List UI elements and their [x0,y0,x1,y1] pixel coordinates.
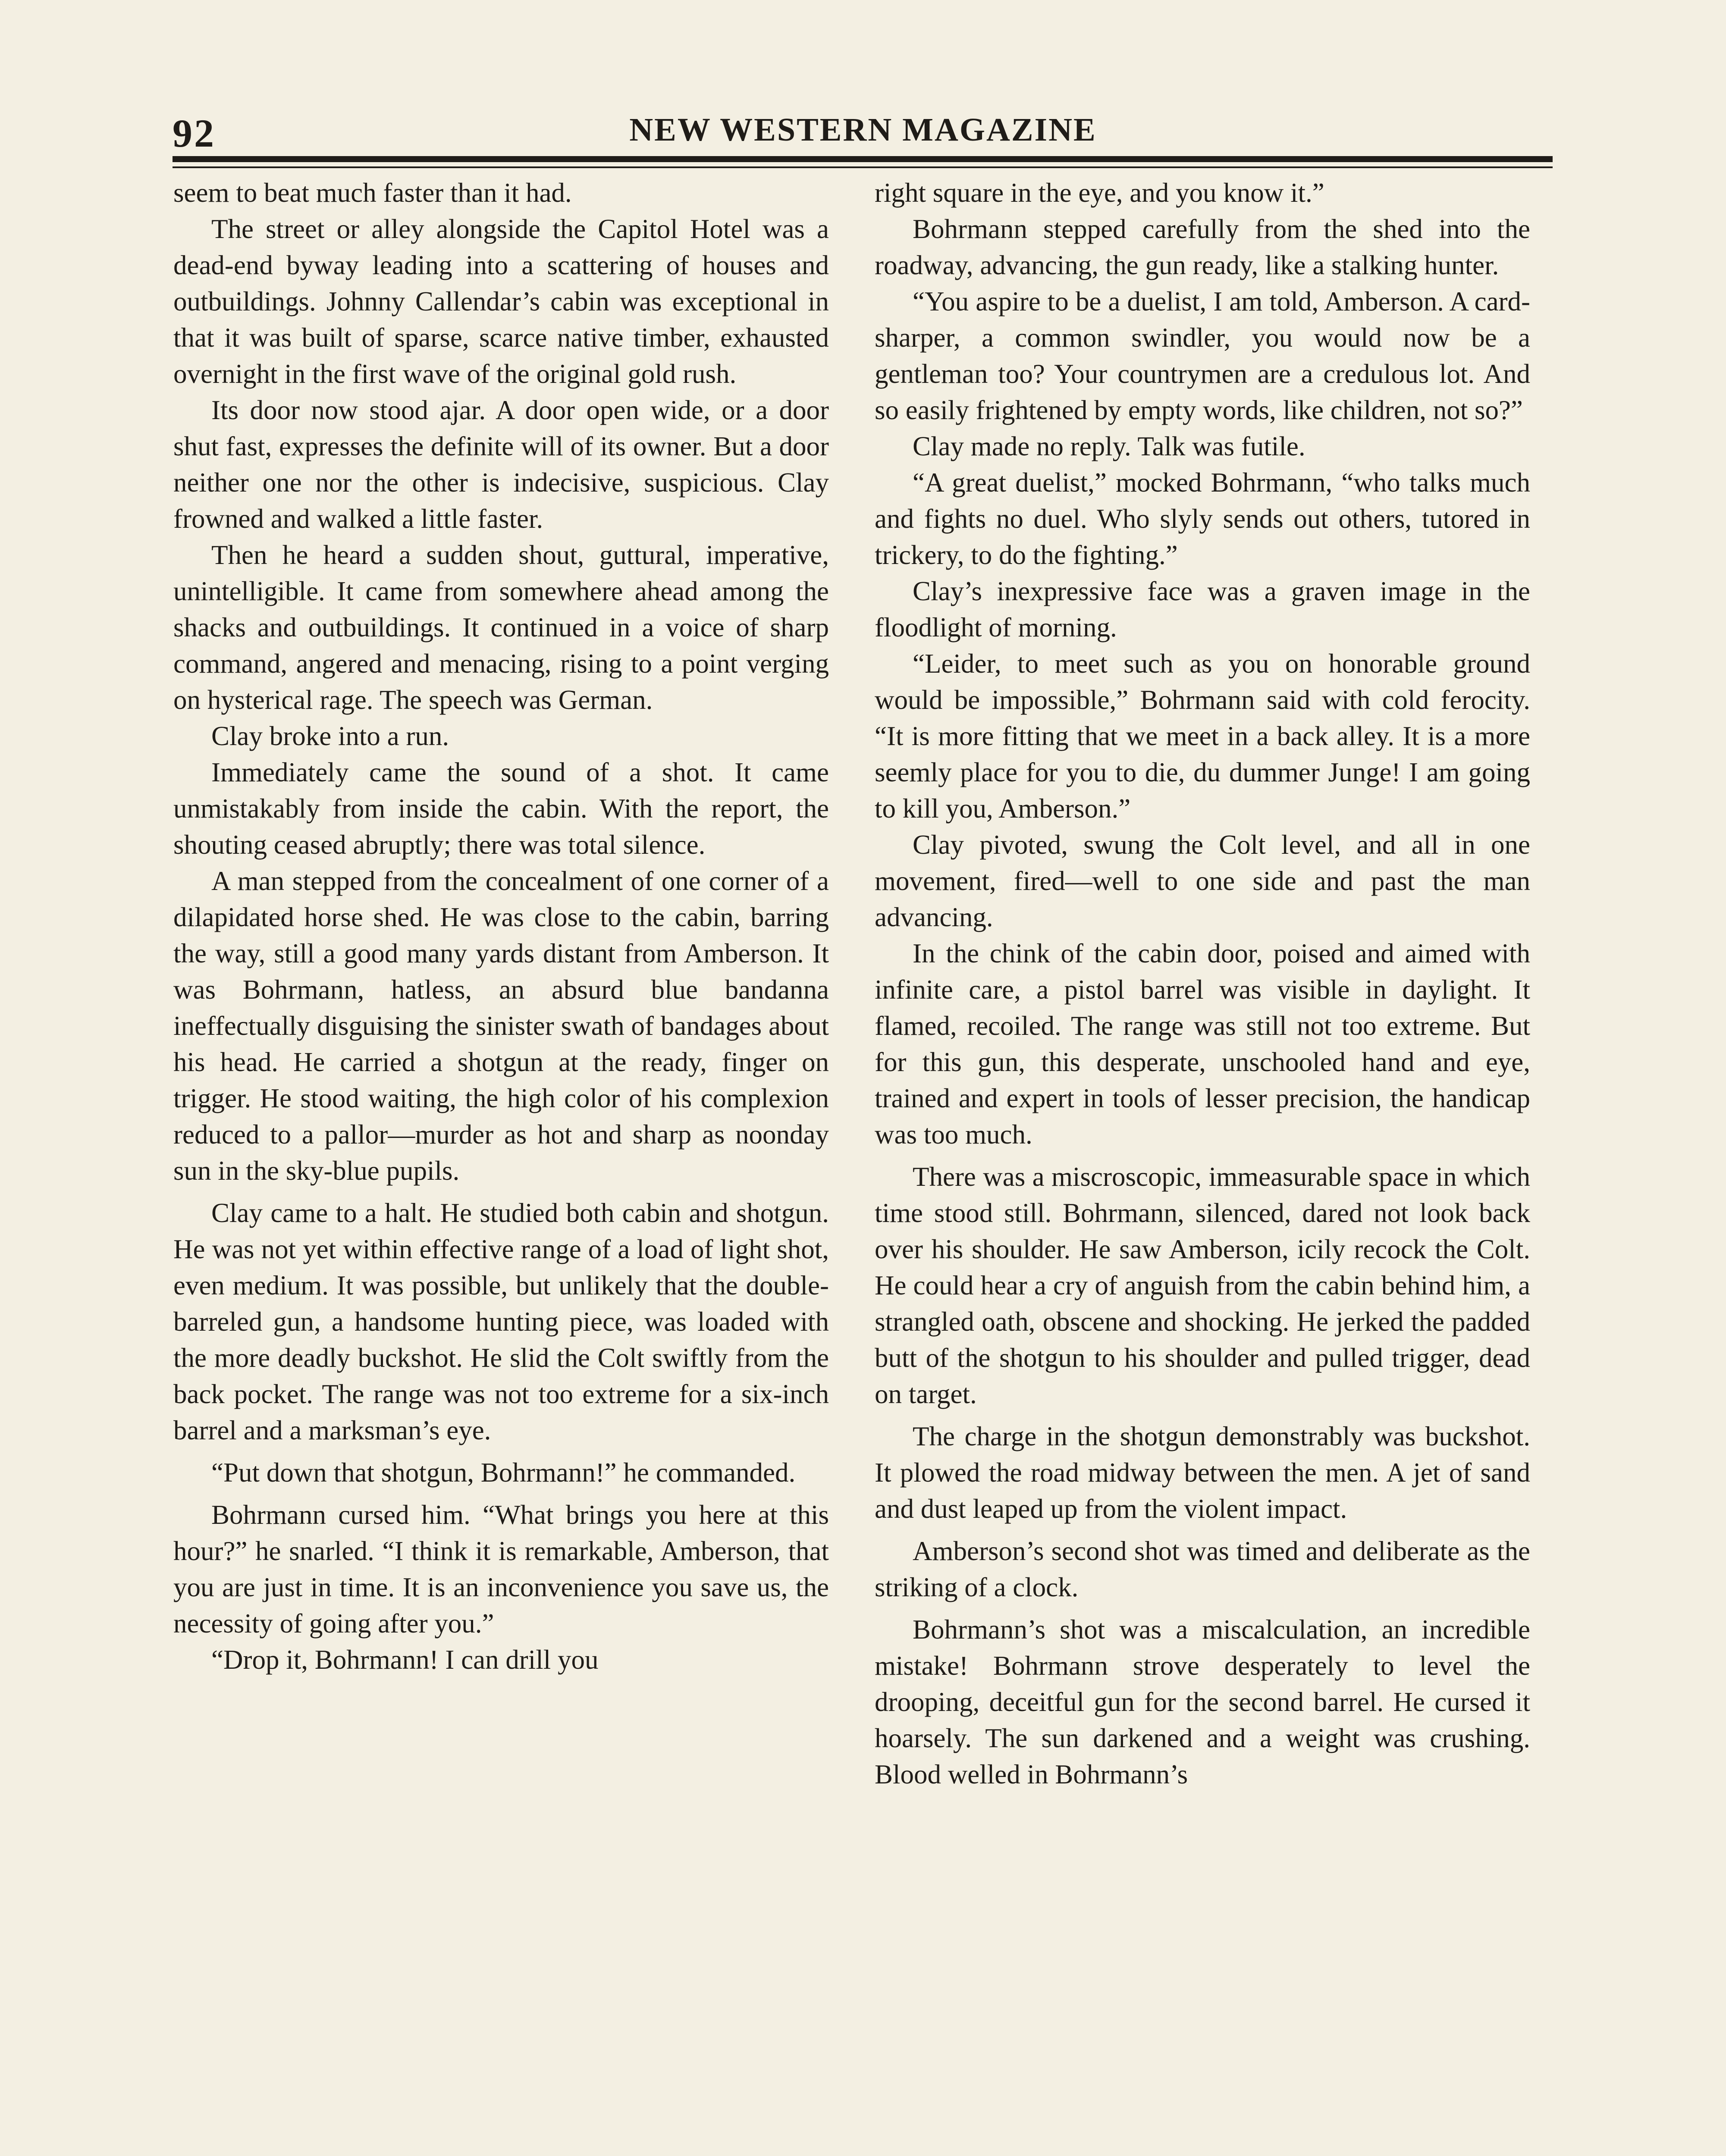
paragraph: “Put down that shotgun, Bohrmann!” he commanded. [211,1457,796,1488]
paragraph: Its door now stood ajar. A door open wide, or a door shut fast, expresses the definite will of its owner. But a door neither one nor the other is indecisive, suspicious. Clay frowned and walked a little faster. [173,395,829,534]
paragraph: “Drop it, Bohrmann! I can drill you [211,1645,599,1675]
page-number: 92 [173,111,216,155]
paragraph: Clay made no reply. Talk was futile. [913,431,1305,461]
paragraph: The street or alley alongside the Capitol Hotel was a dead-end byway leading into a scattering of houses and outbuildings. Johnny Callendar’s cabin was exceptional in that it was built of sparse, scarce native timber, exhausted overnight in the first wave of the original gold rush. [173,214,829,389]
paragraph: Clay’s inexpressive face was a graven image in the floodlight of morning. [875,576,1530,642]
paragraph: “Leider, to meet such as you on honorable ground would be impossible,” Bohrmann said with cold ferocity. “It is more fitting that we meet in a back alley. It is a more seemly place for you to die, du dummer Junge! I am going to kill you, Amberson.” [875,649,1530,824]
paragraph: Bohrmann stepped carefully from the shed into the roadway, advancing, the gun ready, like a stalking hunter. [875,214,1530,280]
paragraph: The charge in the shotgun demonstrably was buckshot. It plowed the road midway between the men. A jet of sand and dust leaped up from the violent impact. [875,1421,1530,1524]
paragraph: Bohrmann cursed him. “What brings you here at this hour?” he snarled. “I think it is remarkable, Amberson, that you are just in time. It is an inconvenience you save us, the necessity of going after you.” [173,1500,829,1639]
left-column [173,175,829,1678]
paragraph: right square in the eye, and you know it.” [875,178,1324,208]
paragraph: In the chink of the cabin door, poised and aimed with infinite care, a pistol barrel was visible in daylight. It flamed, recoiled. The range was still not too extreme. But for this gun, this desperate, unschooled hand and eye, trained and expert in tools of lesser precision, the handicap was too much. [875,938,1530,1150]
paragraph: “You aspire to be a duelist, I am told, Amberson. A card-sharper, a common swindler, you would now be a gentleman too? Your countrymen are a credulous lot. And so easily frightened by empty words, like children, not so?” [875,286,1530,425]
magazine-title: NEW WESTERN MAGAZINE [629,112,1097,148]
paragraph: Bohrmann’s shot was a miscalculation, an incredible mistake! Bohrmann strove desperately to level the drooping, deceitful gun for the second barrel. He cursed it hoarsely. The sun darkened and a weight was crushing. Blood welled in Bohrmann’s [875,1614,1530,1789]
paragraph: There was a miscroscopic, immeasurable space in which time stood still. Bohrmann, silenced, dared not look back over his shoulder. He saw Amberson, icily recock the Colt. He could hear a cry of anguish from the cabin behind him, a strangled oath, obscene and shocking. He jerked the padded butt of the shotgun to his shoulder and pulled trigger, dead on target. [875,1162,1530,1409]
paragraph: Immediately came the sound of a shot. It came unmistakably from inside the cabin. With the report, the shouting ceased abruptly; there was total silence. [173,757,829,860]
paragraph: “A great duelist,” mocked Bohrmann, “who talks much and fights no duel. Who slyly sends out others, tutored in trickery, to do the fighting.” [875,467,1530,570]
paragraph: Amberson’s second shot was timed and deliberate as the striking of a clock. [875,1536,1530,1602]
paragraph: A man stepped from the concealment of one corner of a dilapidated horse shed. He was close to the cabin, barring the way, still a good many yards distant from Amberson. It was Bohrmann, hatless, an absurd blue bandanna ineffectually disguising the sinister swath of bandages about his head. He carried a shotgun at the ready, finger on trigger. He stood waiting, the high color of his complexion reduced to a pallor—murder as hot and sharp as noonday sun in the sky-blue pupils. [173,866,829,1186]
header-rule-thin [173,166,1553,168]
paragraph: Clay pivoted, swung the Colt level, and all in one movement, fired—well to one side and past the man advancing. [875,830,1530,932]
paragraph: Clay broke into a run. [211,721,449,751]
paragraph: Clay came to a halt. He studied both cabin and shotgun. He was not yet within effective range of a load of light shot, even medium. It was possible, but unlikely that the double-barreled gun, a handsome hunting piece, was loaded with the more deadly buckshot. He slid the Colt swiftly from the back pocket. The range was not too extreme for a six-inch barrel and a marksman’s eye. [173,1198,829,1445]
right-column [875,175,1530,1792]
paragraph: seem to beat much faster than it had. [173,178,572,208]
paragraph: Then he heard a sudden shout, guttural, imperative, unintelligible. It came from somewhere ahead among the shacks and outbuildings. It continued in a voice of sharp command, angered and menacing, rising to a point verging on hysterical rage. The speech was German. [173,540,829,715]
header-rule-thick [173,156,1553,162]
